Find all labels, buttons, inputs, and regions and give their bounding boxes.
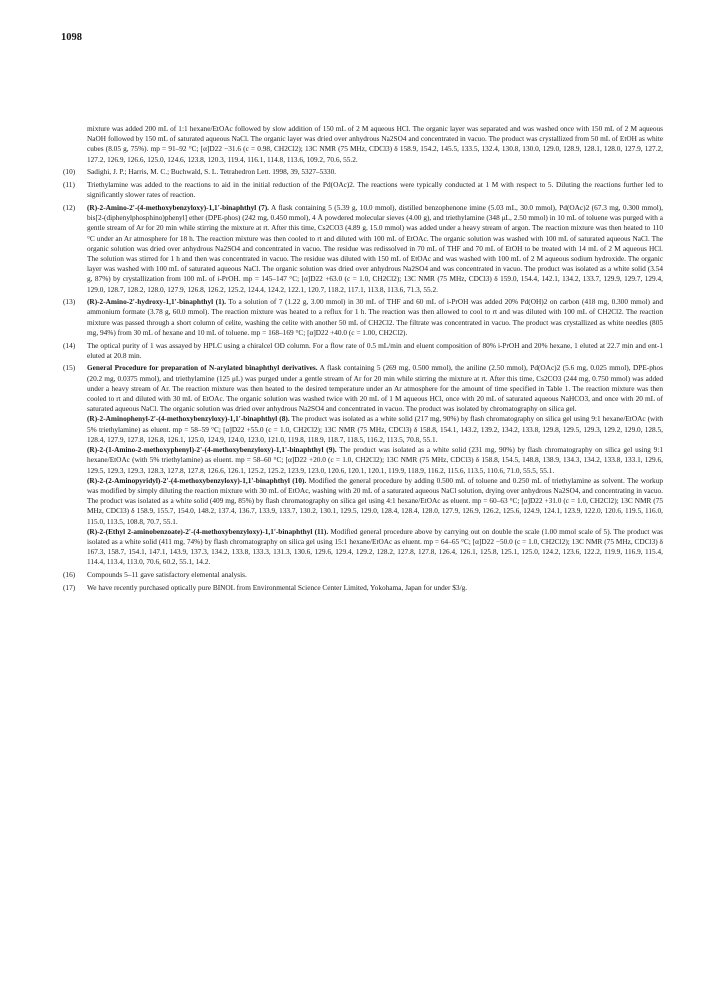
compound-text: The product was isolated as a white solid (217 mg, 90%) by flash chromatography on silica gel using 9:1 hexane/EtOAc (with 5% triethylamine) as eluent. mp = 58–59 °C; [α]D22 +55.0 (c = 1.0, CH2Cl2); 13C NMR (75 MHz, CDCl3) δ 158.8, 154.1, 143.2, 139.2, 134.2, 133.8, 129.8, 129.5, 129.3, 129.2, 129.0, 128.5, 128.4, 127.9, 127.8, 126.8, 126.1, 125.0, 124.9, 124.0, 123.0, 121.0, 119.8, 118.9, 118.7, 118.5, 116.2, 113.5, 70.8, 55.1.: [87, 414, 663, 444]
compound-11-entry: [87, 527, 663, 568]
compound-text: Modified general procedure above by carrying out on double the scale (1.00 mmol scale of 5). The product was isolated as a white solid (411 mg, 74%) by flash chromatography on silica gel using 15:1 hexane/EtOAc as eluent. mp = 64–65 °C; [α]D22 −50.0 (c = 1.0, CH2Cl2); 13C NMR (75 MHz, CDCl3) δ 167.3, 158.7, 154.1, 147.1, 143.9, 137.3, 134.2, 133.8, 133.3, 131.3, 130.6, 129.6, 129.4, 129.2, 128.2, 127.8, 127.8, 126.4, 126.1, 125.8, 125.1, 125.0, 124.2, 123.6, 122.2, 119.9, 116.9, 115.4, 114.4, 113.4, 113.0, 70.6, 60.2, 55.1, 14.2.: [87, 526, 664, 567]
compound-10-entry: [87, 476, 663, 527]
compound-heading: (R)-2-(2-Aminopyridyl)-2'-(4-methoxybenzyloxy)-1,1'-binaphthyl (10).: [87, 475, 307, 485]
notes-section: [63, 124, 663, 595]
continued-paragraph: mixture was added 200 mL of 1:1 hexane/EtOAc followed by slow addition of 150 mL of 2 M aqueous HCl. The organic layer was separated and was washed once with 150 mL of 2 M aqueous NaOH followed by 150 mL of saturated aqueous NaCl. The organic layer was dried over anhydrous Na2SO4 and concentrated in vacuo. The product was crystallized from 50 mL of EtOH as white cubes (8.05 g, 75%). mp = 91–92 °C; [α]D22 −31.6 (c = 0.98, CH2Cl2); 13C NMR (75 MHz, CDCl3) δ 158.9, 154.2, 145.5, 133.5, 132.4, 130.8, 130.0, 129.0, 128.9, 128.1, 128.0, 127.9, 127.2, 127.2, 126.9, 126.6, 125.0, 124.6, 123.8, 120.3, 119.4, 116.1, 114.8, 113.6, 109.2, 70.6, 55.2.: [87, 124, 663, 164]
note-heading: General Procedure for preparation of N-arylated binaphthyl derivatives.: [87, 363, 318, 373]
note-text: To a solution of 7 (1.22 g, 3.00 mmol) in 30 mL of THF and 60 mL of i-PrOH was added 20% Pd(OH)2 on carbon (418 mg, 0.300 mmol) and ammonium formate (3.78 g, 60.0 mmol). The reaction mixture was heated to a reflux for 1 h. The reaction was then allowed to cool to rt and was diluted with 100 mL of CH2Cl2. The reaction mixture was passed through a short column of celite, washing the celite with another 50 mL of CH2Cl2. The filtrate was concentrated in vacuo. The product was crystallized as white needles (805 mg, 94%) from 30 mL of hexane and 10 mL of toluene. mp = 168–169 °C; [α]D22 +40.0 (c = 1.00, CH2Cl2).: [87, 297, 663, 337]
note-number: (11): [63, 180, 75, 190]
note-13: [63, 297, 663, 338]
note-number: (10): [63, 167, 76, 177]
note-text: A flask containing 5 (269 mg, 0.500 mmol), the aniline (2.50 mmol), Pd(OAc)2 (5.6 mg, 0.025 mmol), DPE-phos (20.2 mg, 0.0375 mmol), and triethylamine (125 μL) was purged under a gentle stream of Ar for 20 min while stirring the mixture at rt. After this time, Cs2CO3 (244 mg, 0.750 mmol) was added under a heavy stream of Ar. The reaction mixture was then heated to the desired temperature under an Ar atmosphere for the amount of time specified in Table 1. The reaction mixture was then cooled to rt and diluted with 30 mL of EtOAc. The organic solution was washed twice with 20 mL of 1 M aqueous HCl, once with 20 mL of saturated aqueous NaHCO3, and once with 20 mL of saturated aqueous NaCl. The organic solution was dried over anhydrous Na2SO4 and concentrated in vacuo. The product was isolated by chromatography on silica gel.: [87, 363, 663, 414]
note-text: Sadighi, J. P.; Harris, M. C.; Buchwald, S. L. Tetrahedron Lett. 1998, 39, 5327–5330.: [87, 167, 337, 177]
note-heading: (R)-2-Amino-2'-hydroxy-1,1'-binaphthyl (1).: [87, 297, 226, 307]
note-12: [63, 203, 663, 295]
note-text: Compounds 5–11 gave satisfactory elemental analysis.: [87, 570, 247, 580]
compound-9-entry: [87, 445, 663, 476]
compound-text: Modified the general procedure by adding 0.500 mL of toluene and 0.250 mL of triethylamine as solvent. The workup was modified by simply diluting the reaction mixture with 30 mL of EtOAc, washing with 20 mL of a saturated aqueous NaCl solution, drying over anhydrous Na2SO4, and concentrating in vacuo. The product was isolated as a white solid (409 mg, 85%) by flash chromatography on silica gel using 4:1 hexane/EtOAc as eluent. mp = 60–63 °C; [α]D22 +31.0 (c = 1.0, CH2Cl2); 13C NMR (75 MHz, CDCl3) δ 158.9, 155.7, 154.0, 148.2, 137.4, 136.7, 133.9, 133.7, 130.2, 130.1, 129.5, 129.0, 128.4, 128.4, 128.0, 127.9, 126.9, 126.2, 125.6, 124.9, 124.1, 123.9, 122.0, 120.6, 119.5, 116.0, 115.0, 113.5, 108.8, 70.7, 55.1.: [87, 475, 663, 526]
note-text: The optical purity of 1 was assayed by HPLC using a chiralcel OD column. For a flow rate of 0.5 mL/min and eluent composition of 80% i-PrOH and 20% hexane, 1 eluted at 22.7 min and ent-1 eluted at 20.8 min.: [87, 340, 663, 360]
note-text: We have recently purchased optically pure BINOL from Environmental Science Center Limited, Yokohama, Japan for under $3/g.: [87, 582, 468, 592]
note-number: (17): [63, 582, 76, 592]
compound-heading: (R)-2-(Ethyl 2-aminobenzoate)-2'-(4-methoxybenzyloxy)-1,1'-binaphthyl (11).: [87, 526, 329, 536]
page-number: 1098: [61, 32, 82, 43]
note-10: [63, 167, 663, 177]
note-16: [63, 570, 663, 580]
compound-heading: (R)-2-(1-Amino-2-methoxyphenyl)-2'-(4-methoxybenzyloxy)-1,1'-binaphthyl (9).: [87, 445, 337, 455]
note-11: [63, 180, 663, 200]
compound-8-entry: [87, 414, 663, 445]
note-number: (15): [63, 363, 76, 373]
note-text: A flask containing 5 (5.39 g, 10.0 mmol), distilled benzophenone imine (5.03 mL, 30.0 mmol), Pd(OAc)2 (67.3 mg, 0.300 mmol), bis[2-(diphenylphosphino)phenyl] ether (DPE-phos) (242 mg, 0.450 mmol), 4 Å powdered molecular sieves (4.00 g), and triethylamine (348 μL, 2.50 mmol) in 10 mL of toluene was purged with a gentle stream of Ar for 20 min while stirring the mixture at rt. After this time, Cs2CO3 (4.89 g, 15.0 mmol) was added under a heavy stream of argon. The reaction mixture was then heated to 110 °C under an Ar atmosphere for 18 h. The reaction mixture was then cooled to rt and diluted with 100 mL of EtOAc. The organic solution was washed with 100 mL of saturated aqueous NaCl. The organic solution was dried over anhydrous Na2SO4 and concentrated in vacuo. The residue was redissolved in 70 mL of THF and 70 mL of EtOH to be treated with 14 mL of 2 M aqueous HCl. The solution was stirred for 1 h and then was concentrated in vacuo. The residue was diluted with 150 mL of EtOAc and was washed with 100 mL of 2 M aqueous sodium hydroxide. The organic layer was washed with 100 mL of saturated aqueous NaCl. The organic solution was dried over anhydrous Na2SO4 and was concentrated in vacuo. The product was isolated as a white solid (3.54 g, 87%) by crystallization from 100 mL of i-PrOH. mp = 145–147 °C; [α]D22 +63.0 (c = 1.0, CH2Cl2); 13C NMR (75 MHz, CDCl3) δ 159.0, 154.4, 142.1, 134.2, 133.7, 129.9, 129.7, 129.4, 129.0, 128.7, 128.2, 128.0, 127.9, 126.8, 126.2, 125.2, 124.4, 124.2, 122.1, 120.7, 118.2, 117.1, 113.8, 113.6, 71.3, 55.2.: [87, 202, 663, 294]
note-15: [63, 363, 663, 567]
note-number: (16): [63, 570, 76, 580]
note-heading: (R)-2-Amino-2'-(4-methoxybenzyloxy)-1,1'-binaphthyl (7).: [87, 202, 270, 212]
note-14: [63, 341, 663, 361]
note-text: Triethylamine was added to the reactions to aid in the initial reduction of the Pd(OAc)2. The reactions were typically conducted at 1 M with respect to 5. Diluting the reactions further led to significantly slower rates of reaction.: [87, 180, 663, 200]
note-17: [63, 583, 663, 593]
note-number: (13): [63, 297, 76, 307]
note-number: (14): [63, 340, 76, 350]
compound-heading: (R)-2-Aminophenyl-2'-(4-methoxybenzyloxy)-1,1'-binaphthyl (8).: [87, 414, 290, 424]
note-number: (12): [63, 202, 76, 212]
compound-text: The product was isolated as a white solid (231 mg, 90%) by flash chromatography on silica gel using 9:1 hexane/EtOAc (with 5% triethylamine) as eluent. mp = 58–60 °C; [α]D22 +20.0 (c = 1.0, CH2Cl2); 13C NMR (75 MHz, CDCl3) δ 158.8, 154.5, 148.8, 138.9, 134.3, 134.2, 133.8, 133.1, 129.6, 129.5, 129.3, 129.3, 128.3, 127.8, 127.8, 126.6, 126.1, 125.2, 125.2, 123.9, 123.0, 120.6, 120.1, 120.1, 119.9, 118.9, 116.2, 115.6, 113.5, 110.6, 71.0, 55.5, 55.1.: [87, 445, 664, 475]
